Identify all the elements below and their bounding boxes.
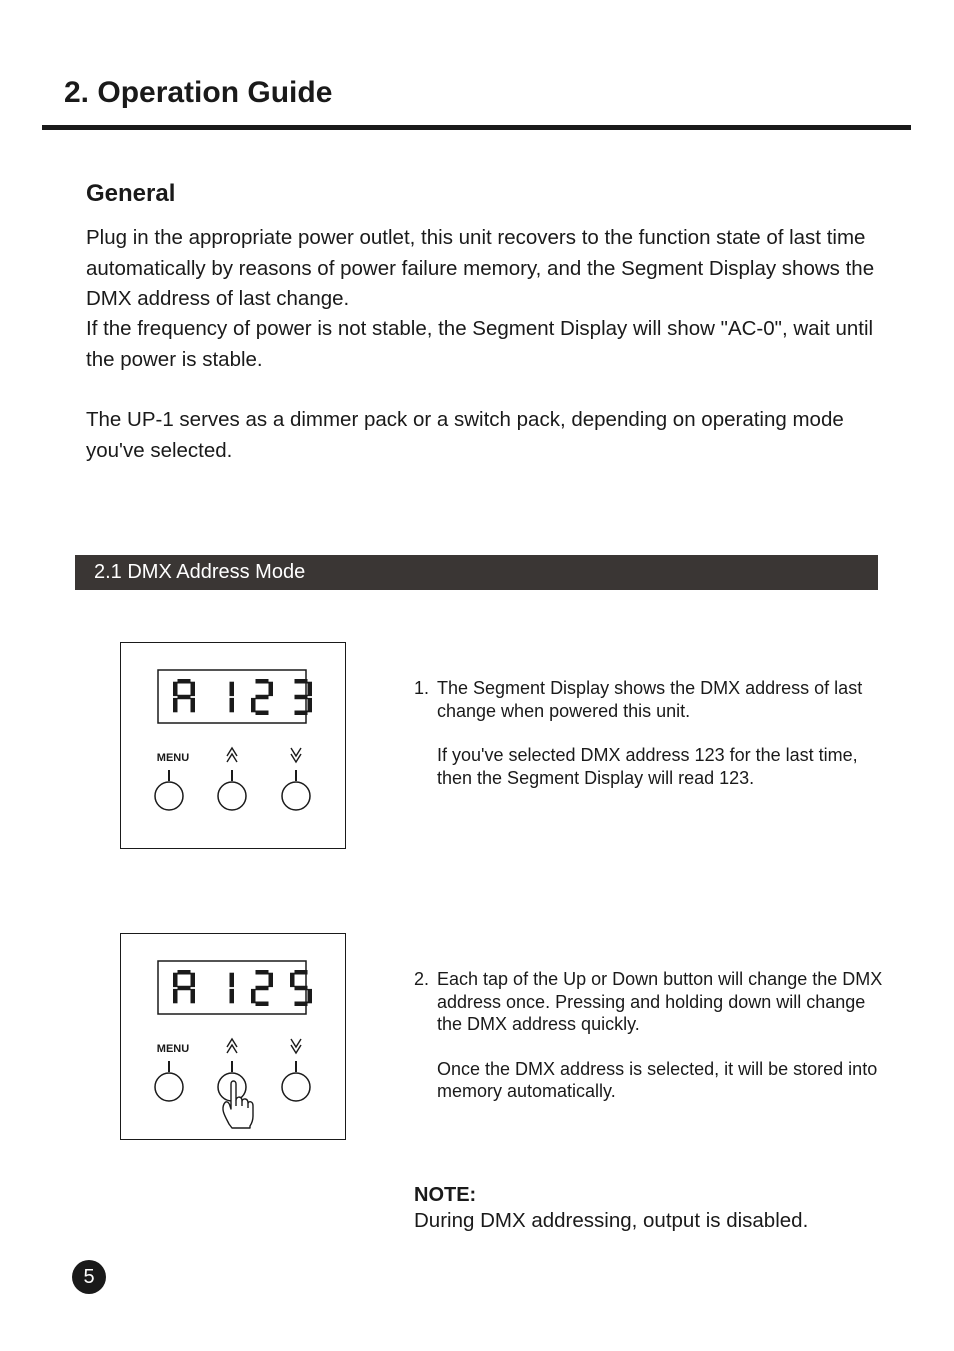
step-text: The Segment Display shows the DMX address of last change when powered this unit. — [437, 678, 863, 721]
display-digit — [230, 682, 235, 713]
segment-display-value — [173, 970, 312, 1006]
hand-pointer-icon — [223, 1081, 253, 1128]
step-1 — [414, 677, 884, 789]
note-label: NOTE: — [414, 1184, 477, 1206]
down-icon — [291, 1039, 301, 1053]
up-icon — [227, 1039, 237, 1053]
display-digit — [173, 679, 195, 712]
note-text: During DMX addressing, output is disabled. — [414, 1209, 809, 1232]
down-button[interactable] — [282, 782, 310, 810]
menu-label: MENU — [156, 752, 190, 764]
step-text: Each tap of the Up or Down button will change the DMX address once. Pressing and holding down will change the DMX address quickly. — [437, 969, 883, 1034]
page-title: 2. Operation Guide — [64, 76, 333, 109]
section-header-bar — [75, 555, 878, 590]
up-button[interactable] — [218, 782, 246, 810]
step-2 — [414, 968, 884, 1103]
general-paragraph-3: The UP-1 serves as a dimmer pack or a switch pack, depending on operating mode you've selected. — [86, 408, 844, 462]
section-title: 2.1 DMX Address Mode — [94, 561, 306, 583]
general-heading: General — [86, 180, 176, 207]
display-digit — [230, 973, 235, 1004]
display-digit — [251, 970, 273, 1006]
general-paragraph-1: Plug in the appropriate power outlet, this unit recovers to the function state of last time automatically by reasons of power failure memory, and the Segment Display shows the DMX address of last change. — [86, 226, 875, 310]
control-panel-diagram-2 — [120, 933, 346, 1140]
menu-button[interactable] — [155, 782, 183, 810]
menu-label: MENU — [156, 1043, 190, 1055]
step-detail: Once the DMX address is selected, it will be stored into memory automatically. — [437, 1058, 878, 1101]
step-detail: If you've selected DMX address 123 for the last time, then the Segment Display will read 123. — [437, 745, 858, 788]
menu-button[interactable] — [155, 1073, 183, 1101]
page-number: 5 — [72, 1260, 106, 1294]
step-number: 1. — [414, 678, 430, 698]
display-digit — [251, 679, 273, 715]
down-icon — [291, 748, 301, 762]
general-paragraph-2: If the frequency of power is not stable, the Segment Display will show "AC-0", wait until the power is stable. — [86, 317, 874, 371]
step-number: 2. — [414, 969, 430, 989]
control-panel-diagram-1 — [120, 642, 346, 849]
title-divider — [42, 125, 911, 130]
up-icon — [227, 748, 237, 762]
down-button[interactable] — [282, 1073, 310, 1101]
display-digit — [290, 970, 312, 1006]
segment-display-value — [173, 679, 312, 715]
display-digit — [295, 679, 313, 715]
display-digit — [173, 970, 195, 1003]
